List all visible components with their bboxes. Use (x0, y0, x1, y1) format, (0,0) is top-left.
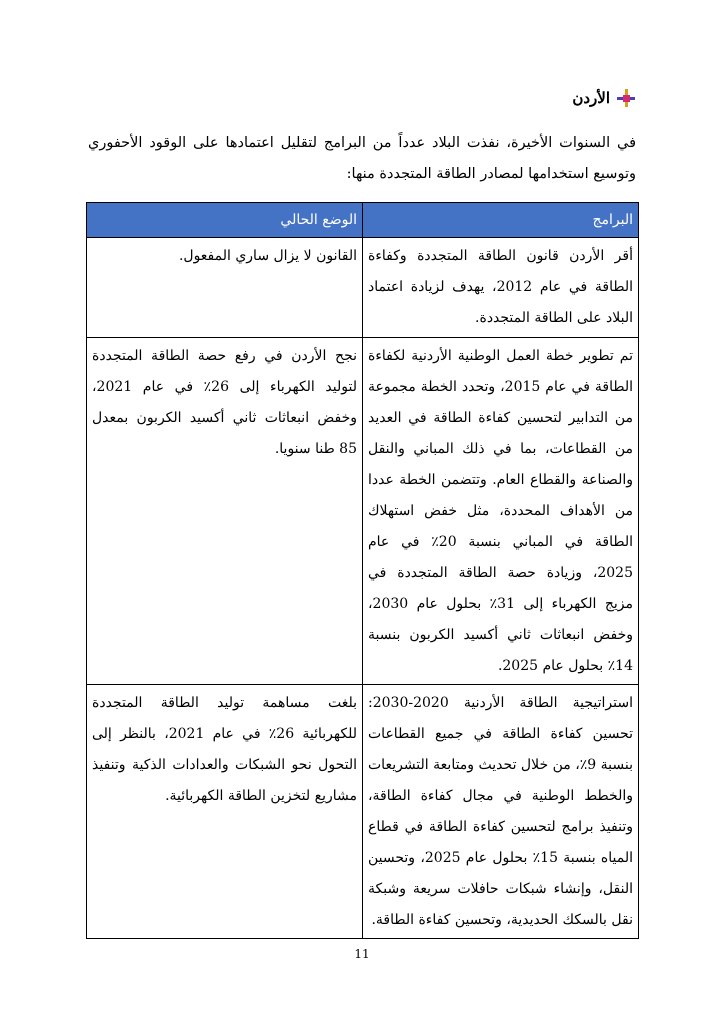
program-cell: أقر الأردن قانون الطاقة المتجددة وكفاءة الطاقة في عام 2012، يهدف لزيادة اعتماد البلاد على الطاقة المتجددة. (363, 238, 639, 338)
section-heading (572, 88, 636, 108)
programs-table (86, 202, 639, 939)
program-cell: تم تطوير خطة العمل الوطنية الأردنية لكفاءة الطاقة في عام 2015، وتحدد الخطة مجموعة من التدابير لتحسين كفاءة الطاقة في العديد من القطاعات، بما في ذلك المباني والنقل والصناعة والقطاع العام. وتتضمن الخطة عددا من الأهداف المحددة، مثل خفض استهلاك الطاقة في المباني بنسبة 20٪ في عام 2025، وزيادة حصة الطاقة المتجددة في مزيج الكهرباء إلى 31٪ بحلول عام 2030، وخفض انبعاثات ثاني أكسيد الكربون بنسبة 14٪ بحلول عام 2025. (363, 338, 639, 685)
section-title: الأردن (572, 89, 610, 107)
status-cell: بلغت مساهمة توليد الطاقة المتجددة للكهربائية 26٪ في عام 2021، بالنظر إلى التحول نحو الشبكات والعدادات الذكية وتنفيذ مشاريع لتخزين الطاقة الكهربائية. (87, 685, 363, 939)
table-row (87, 685, 639, 939)
table-row (87, 338, 639, 685)
status-cell: القانون لا يزال ساري المفعول. (87, 238, 363, 338)
program-cell: استراتيجية الطاقة الأردنية 2020-2030: تحسين كفاءة الطاقة في جميع القطاعات بنسبة 9٪، من خلال تحديث ومتابعة التشريعات والخطط الوطنية في مجال كفاءة الطاقة، وتنفيذ برامج لتحسين كفاءة الطاقة في قطاع المياه بنسبة 15٪ بحلول عام 2025، وتحسين النقل، وإنشاء شبكات حافلات سريعة وشبكة نقل بالسكك الحديدية، وتحسين كفاءة الطاقة. (363, 685, 639, 939)
intro-paragraph: في السنوات الأخيرة، نفذت البلاد عدداً من البرامج لتقليل اعتمادها على الوقود الأحفوري وتوسيع استخدامها لمصادر الطاقة المتجددة منها: (88, 135, 636, 182)
table-header-row (87, 203, 639, 238)
header-status: الوضع الحالي (87, 203, 363, 238)
page-number: 11 (354, 947, 370, 961)
cross-bullet-icon (616, 88, 636, 108)
status-cell: نجح الأردن في رفع حصة الطاقة المتجددة لتوليد الكهرباء إلى 26٪ في عام 2021، وخفض انبعاثات ثاني أكسيد الكربون بمعدل 85 طنا سنويا. (87, 338, 363, 685)
table-row (87, 238, 639, 338)
header-programs: البرامج (363, 203, 639, 238)
